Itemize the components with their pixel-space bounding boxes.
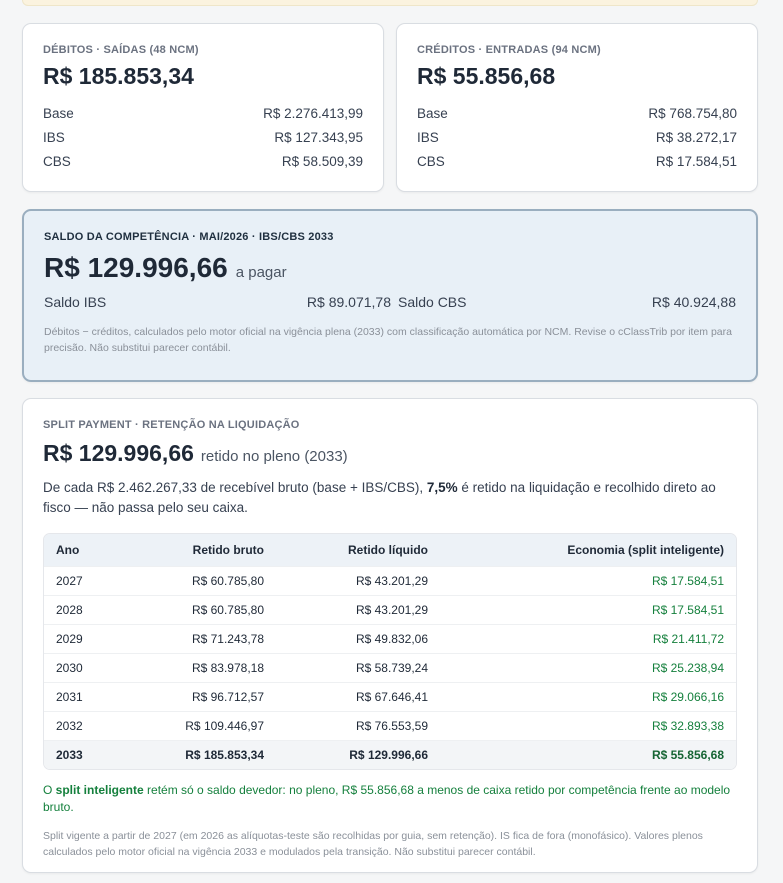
saldo-cbs-value: R$ 40.924,88 [651,294,736,310]
table-row-total [44,740,736,769]
creditos-total: R$ 55.856,68 [417,63,556,89]
saldo-suffix: a pagar [235,264,287,281]
split-table [43,533,737,770]
debitos-breakdown [43,102,363,174]
col-retido-liquido: Retido líquido [276,534,440,566]
cell-retido-bruto: R$ 185.853,34 [134,740,276,769]
debitos-base-label: Base [43,106,74,121]
split-footnote: Split vigente a partir de 2027 (em 2026 as alíquotas-teste são recolhidas por guia, sem retenção). IS fica de fora (monofásico). Valores plenos calculados pelo motor oficial na vigência 2033 e modulados pela transição. Não substitui parecer contábil. [43,830,703,858]
cell-retido-liquido: R$ 58.739,24 [276,653,440,682]
cell-economia: R$ 55.856,68 [440,740,736,769]
saldo-eyebrow: SALDO DA COMPETÊNCIA · MAI/2026 · IBS/CBS 2033 [44,231,334,243]
creditos-cbs-label: CBS [417,154,445,169]
col-ano: Ano [44,534,134,566]
cell-economia: R$ 21.411,72 [440,624,736,653]
split-desc-pre: De cada R$ 2.462.267,33 de recebível bruto (base + IBS/CBS), [43,480,427,495]
cell-ano: 2032 [44,711,134,740]
split-payment-card [22,398,758,873]
cell-ano: 2029 [44,624,134,653]
debitos-card [22,23,384,192]
cell-ano: 2027 [44,566,134,595]
creditos-ibs-label: IBS [417,130,439,145]
saldo-total: R$ 129.996,66 [44,252,228,283]
highlight-bold: split inteligente [55,783,144,797]
top-banner-edge [22,0,758,6]
debitos-base-value: R$ 2.276.413,99 [263,106,363,121]
split-description [43,478,737,518]
cell-retido-bruto: R$ 109.446,97 [134,711,276,740]
debitos-row-base [43,102,363,126]
split-desc-percent: 7,5% [426,480,458,495]
creditos-row-base [417,102,737,126]
cell-economia: R$ 32.893,38 [440,711,736,740]
highlight-pre: O [43,783,56,797]
creditos-ibs-value: R$ 38.272,17 [655,130,737,145]
cell-retido-liquido: R$ 43.201,29 [276,595,440,624]
split-desc-post: é retido na liquidação e recolhido direto ao fisco — não passa pelo seu caixa. [43,480,716,515]
cell-retido-bruto: R$ 60.785,80 [134,595,276,624]
cell-retido-liquido: R$ 49.832,06 [276,624,440,653]
saldo-note: Débitos − créditos, calculados pelo motor oficial na vigência plena (2033) com classificação automática por NCM. Revise o cClassTrib por item para precisão. Não substitui parecer contábil. [44,326,732,354]
table-row [44,624,736,653]
creditos-base-label: Base [417,106,448,121]
split-suffix: retido no pleno (2033) [200,448,348,465]
creditos-breakdown [417,102,737,174]
table-row [44,711,736,740]
creditos-row-cbs [417,150,737,174]
cell-economia: R$ 25.238,94 [440,653,736,682]
saldo-cbs [398,294,736,310]
table-row [44,566,736,595]
saldo-ibs-value: R$ 89.071,78 [306,294,391,310]
saldo-cbs-label: Saldo CBS [398,294,467,310]
creditos-row-ibs [417,126,737,150]
saldo-breakdown [44,294,736,310]
cell-economia: R$ 29.066,16 [440,682,736,711]
creditos-base-value: R$ 768.754,80 [648,106,737,121]
creditos-cbs-value: R$ 17.584,51 [655,154,737,169]
debitos-total: R$ 185.853,34 [43,63,194,89]
cell-retido-liquido: R$ 43.201,29 [276,566,440,595]
split-headline [43,440,737,467]
split-inteligente-note [43,782,737,816]
split-total: R$ 129.996,66 [43,440,194,466]
debitos-row-ibs [43,126,363,150]
cell-ano: 2028 [44,595,134,624]
debitos-cbs-label: CBS [43,154,71,169]
cell-retido-bruto: R$ 71.243,78 [134,624,276,653]
cell-retido-liquido: R$ 76.553,59 [276,711,440,740]
debitos-ibs-value: R$ 127.343,95 [274,130,363,145]
table-row [44,595,736,624]
cell-retido-liquido: R$ 67.646,41 [276,682,440,711]
cell-ano: 2031 [44,682,134,711]
table-row [44,682,736,711]
debitos-cbs-value: R$ 58.509,39 [281,154,363,169]
cell-retido-liquido: R$ 129.996,66 [276,740,440,769]
cell-retido-bruto: R$ 96.712,57 [134,682,276,711]
debitos-row-cbs [43,150,363,174]
saldo-ibs [44,294,391,310]
cell-ano: 2030 [44,653,134,682]
creditos-card [396,23,758,192]
highlight-post: retém só o saldo devedor: no pleno, R$ 55.856,68 a menos de caixa retido por competência frente ao modelo bruto. [43,783,731,814]
cell-retido-bruto: R$ 60.785,80 [134,566,276,595]
saldo-headline [44,252,736,284]
saldo-card [22,209,758,382]
cell-economia: R$ 17.584,51 [440,566,736,595]
debitos-ibs-label: IBS [43,130,65,145]
cell-economia: R$ 17.584,51 [440,595,736,624]
debitos-eyebrow: DÉBITOS · SAÍDAS (48 NCM) [43,44,199,56]
split-table-header [44,534,736,566]
saldo-ibs-label: Saldo IBS [44,294,107,310]
col-retido-bruto: Retido bruto [134,534,276,566]
creditos-eyebrow: CRÉDITOS · ENTRADAS (94 NCM) [417,44,601,56]
cell-ano: 2033 [44,740,134,769]
split-eyebrow: SPLIT PAYMENT · RETENÇÃO NA LIQUIDAÇÃO [43,419,300,431]
col-economia: Economia (split inteligente) [440,534,736,566]
cell-retido-bruto: R$ 83.978,18 [134,653,276,682]
table-row [44,653,736,682]
